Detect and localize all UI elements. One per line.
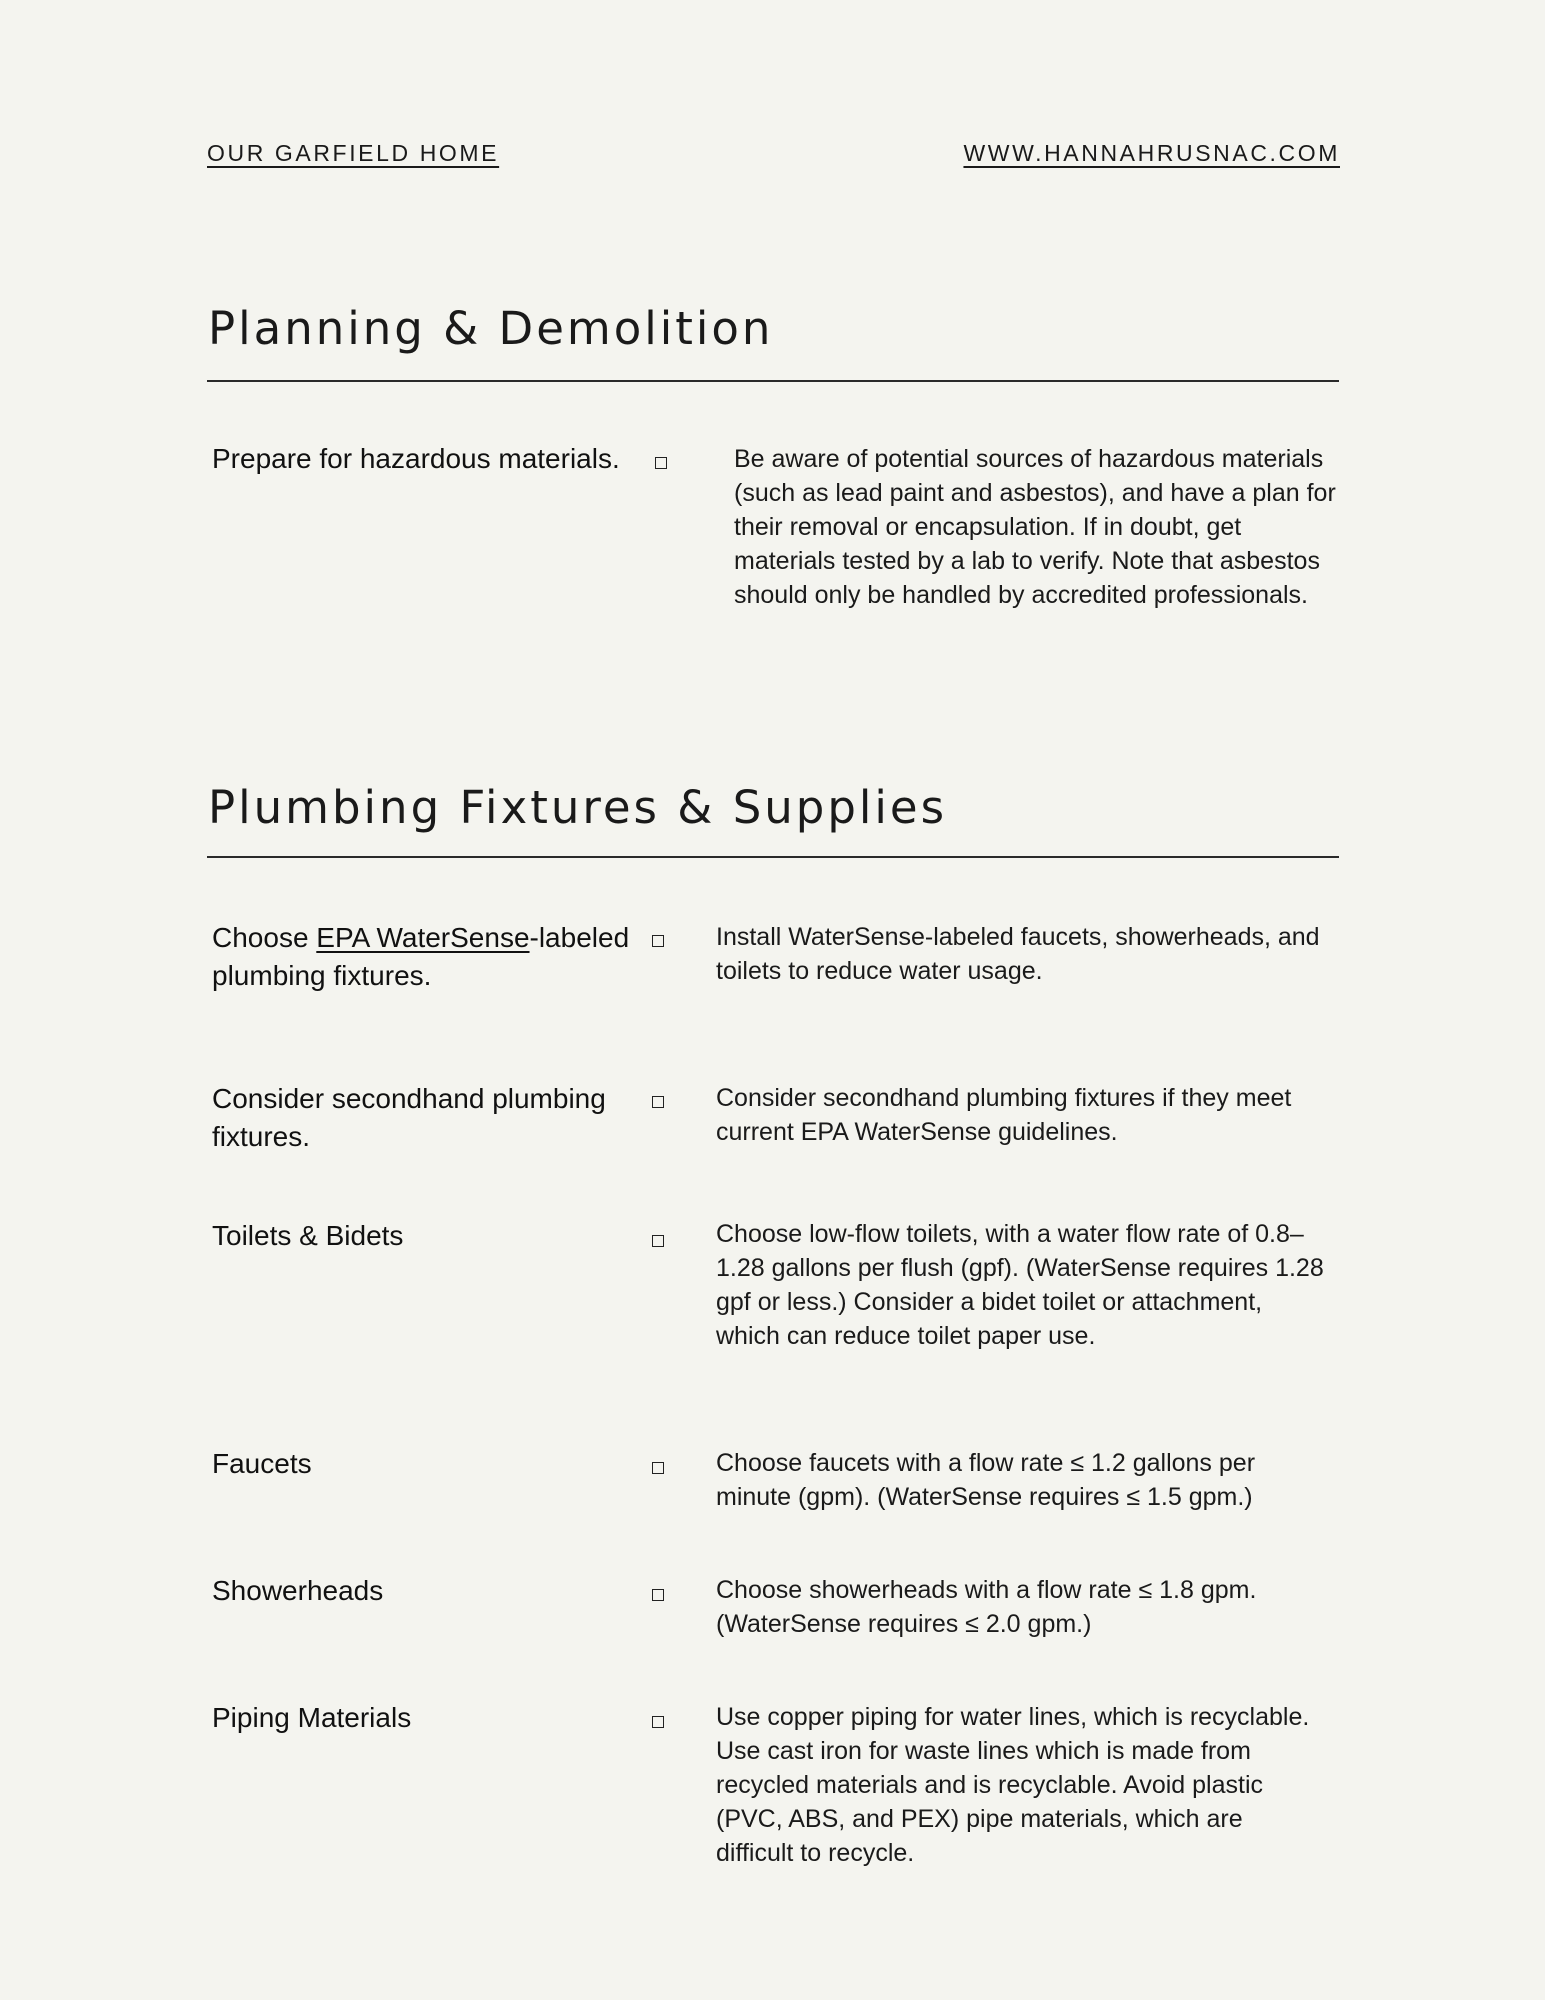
item-title: Faucets: [212, 1448, 312, 1479]
item-checkbox[interactable]: [652, 1589, 664, 1601]
item-description: Be aware of potential sources of hazardous materials (such as lead paint and asbestos), and have a plan for their removal or encapsulation. If in doubt, get materials tested by a lab to verify. Note that asbestos should only be handled by accredited professionals.: [734, 445, 1336, 609]
item-description: Install WaterSense-labeled faucets, showerheads, and toilets to reduce water usage.: [716, 923, 1320, 985]
item-description: Choose low-flow toilets, with a water flow rate of 0.8–1.28 gallons per flush (gpf). (WaterSense requires 1.28 gpf or less.) Consider a bidet toilet or attachment, which can reduce toilet paper use.: [716, 1220, 1324, 1350]
section-title-planning-demolition: Planning & Demolition: [208, 302, 774, 355]
item-description: Use copper piping for water lines, which is recyclable. Use cast iron for waste lines which is made from recycled materials and is recyclable. Avoid plastic (PVC, ABS, and PEX) pipe materials, which are difficult to recycle.: [716, 1703, 1310, 1867]
item-title: Toilets & Bidets: [212, 1220, 404, 1251]
header-site-title[interactable]: OUR GARFIELD HOME: [207, 140, 500, 166]
item-description: Choose faucets with a flow rate ≤ 1.2 gallons per minute (gpm). (WaterSense requires ≤ 1.5 gpm.): [716, 1449, 1256, 1511]
item-checkbox[interactable]: [652, 935, 664, 947]
item-checkbox[interactable]: [652, 1462, 664, 1474]
item-checkbox[interactable]: [652, 1096, 664, 1108]
section-divider: [207, 380, 1339, 382]
section-divider: [207, 856, 1339, 858]
item-title: Piping Materials: [212, 1702, 412, 1733]
item-description: Choose showerheads with a flow rate ≤ 1.8 gpm. (WaterSense requires ≤ 2.0 gpm.): [716, 1576, 1257, 1638]
item-title-prefix: Choose: [212, 922, 317, 953]
epa-watersense-link[interactable]: EPA WaterSense: [316, 922, 530, 953]
item-checkbox[interactable]: [655, 457, 667, 469]
section-title-plumbing-fixtures-supplies: Plumbing Fixtures & Supplies: [208, 781, 948, 834]
item-checkbox[interactable]: [652, 1235, 664, 1247]
header-website-link[interactable]: WWW.HANNAHRUSNAC.COM: [963, 140, 1340, 166]
item-title: Showerheads: [212, 1575, 384, 1606]
item-title-suffix: -labeled plumbing fixtures.: [212, 922, 630, 991]
item-title: Consider secondhand plumbing fixtures.: [212, 1083, 606, 1152]
item-title: Prepare for hazardous materials.: [212, 443, 620, 474]
item-title: [212, 919, 632, 995]
item-description: Consider secondhand plumbing fixtures if they meet current EPA WaterSense guidelines.: [716, 1084, 1292, 1146]
item-checkbox[interactable]: [652, 1716, 664, 1728]
